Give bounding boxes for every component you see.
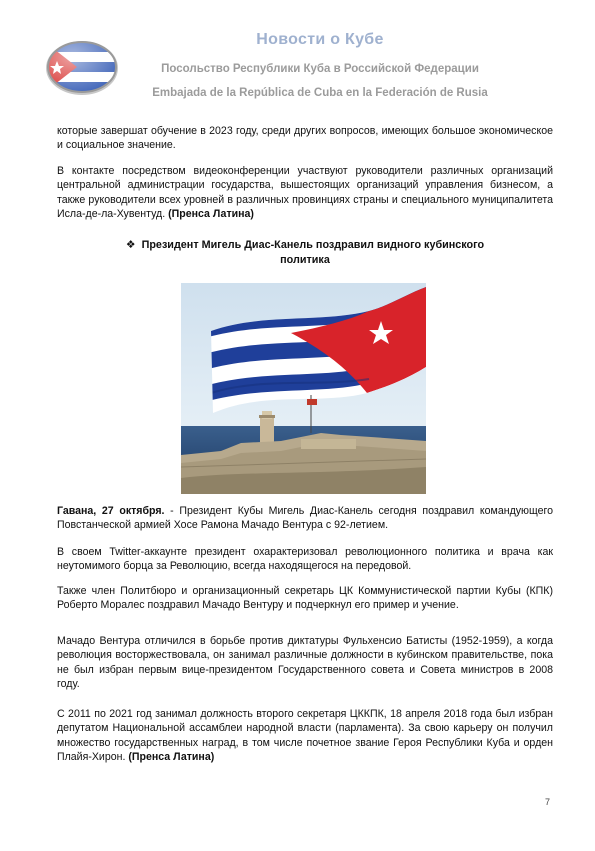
dateline: Гавана, 27 октября. [57,505,165,517]
paragraph-text: С 2011 по 2021 год занимал должность второго секретаря ЦККПК, 18 апреля 2018 года был избран депутатом Национальной ассамблеи народной власти (парламента). За свою карьеру он получил множество государственных наград, в том числе почетное звание Героя Республики Куба и орден Плайя-Хирон. [57,708,553,763]
page-number: 7 [545,797,551,807]
paragraph-text: В контакте посредством видеоконференции участвуют руководители различных организаций центральной администрации государства, вышестоящих организаций управления бизнесом, а также руководители всех уровней в различных провинциях страны и специального муниципалитета Исла-де-ла-Хувентуд. [57,165,553,220]
news-source: (Пренса Латина) [128,750,215,763]
embassy-name-ru: Посольство Республики Куба в Российской Федерации [161,63,479,75]
article-paragraph [57,545,553,574]
cuban-flag-over-fortress-photo [181,283,426,494]
article-paragraph [57,584,553,613]
bullet-diamond-icon: ❖ [125,239,136,251]
article-paragraph [57,504,553,533]
paragraph-text: В своем Twitter-аккаунте президент охарактеризовал революционного политика и врача как неутомимого борца за Революцию, всегда находящегося на передовой. [57,546,553,573]
cuba-flag-logo-icon [45,38,119,96]
paragraph-text: Мачадо Вентура отличился в борьбе против диктатуры Фульхенсио Батисты (1952-1959), а когда революция восторжествовала, он занимал различные должности в кубинском правительстве, пока не был избран первым вице-президентом Государственного совета и Совета министров в 2008 году. [57,635,553,690]
article-paragraph [57,164,553,221]
paragraph-text: - Президент Кубы Мигель Диас-Канель сегодня поздравил командующего Повстанческой армией Хосе Рамона Мачадо Вентура с 92-летием. [57,505,553,532]
embassy-name-es: Embajada de la República de Cuba en la Federación de Rusia [152,87,488,99]
paragraph-text: Также член Политбюро и организационный секретарь ЦК Коммунистической партии Кубы (КПК) Роберто Моралес поздравил Мачадо Вентуру и подчеркнул его пример и учение. [57,585,553,612]
article-heading [110,238,500,267]
article-paragraph [57,634,553,691]
paragraph-text: которые завершат обучение в 2023 году, среди других вопросов, имеющих большое экономическое и социальное значение. [57,125,553,152]
newsletter-title: Новости о Кубе [256,31,384,48]
article-paragraph [57,707,553,764]
news-source: (Пренса Латина) [168,207,254,220]
heading-text: Президент Мигель Диас-Канель поздравил видного кубинского политика [141,239,485,266]
article-paragraph [57,124,553,153]
